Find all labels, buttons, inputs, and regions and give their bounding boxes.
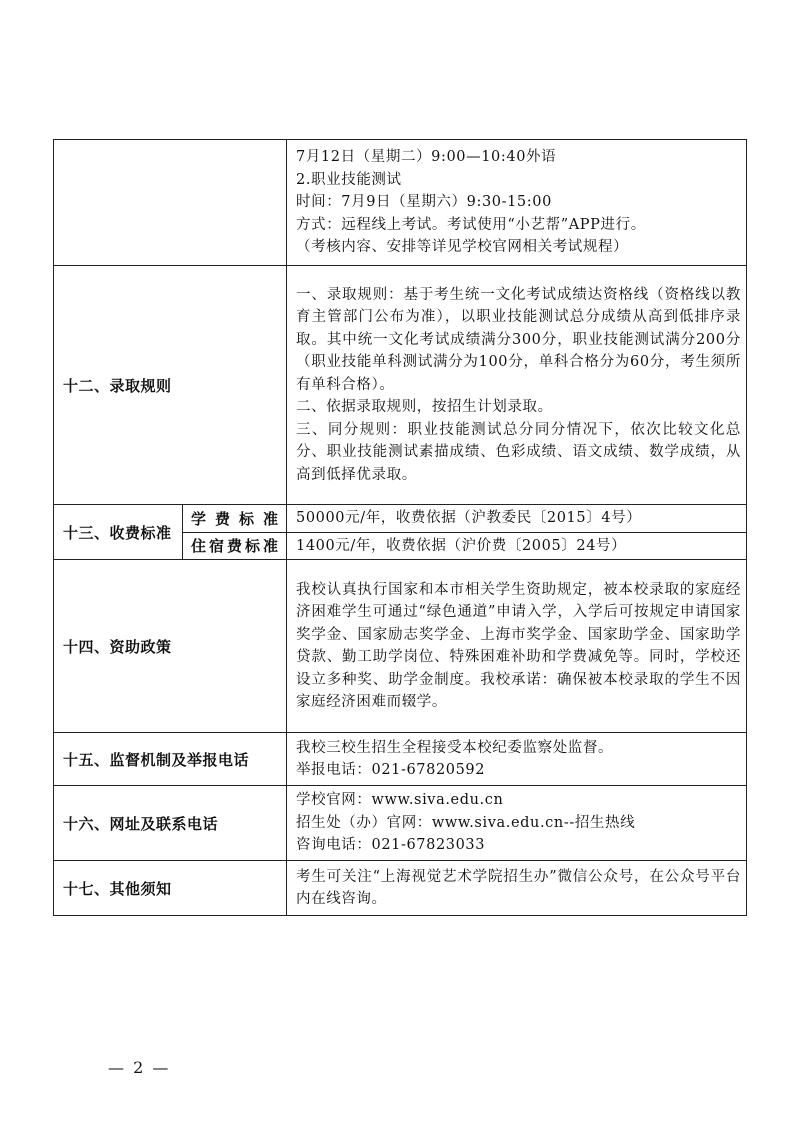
tuition-value: 50000元/年，收费依据（沪教委民〔2015〕4号） bbox=[287, 505, 747, 533]
table-row-other-notes bbox=[54, 861, 747, 916]
contact-line: 咨询电话：021-67823033 bbox=[296, 837, 486, 854]
section-label-supervision: 十五、监督机制及举报电话 bbox=[54, 733, 287, 786]
admission-rule-paragraph: 二、依据录取规则，按招生计划录取。 bbox=[296, 399, 553, 416]
admission-rules-content bbox=[287, 266, 747, 505]
supervision-content bbox=[287, 733, 747, 786]
admissions-info-table bbox=[53, 139, 747, 916]
section-label-fees: 十三、收费标准 bbox=[54, 505, 183, 560]
admission-rule-paragraph: 一、录取规则：基于考生统一文化考试成绩达资格线（资格线以教育主管部门公布为准），以职业技能测试总分成绩从高到低排序录取。其中统一文化考试成绩满分300分，职业技能测试满分200分（职业技能单科测试满分为100分，单科合格分为60分，考生须所有单科合格）。 bbox=[296, 286, 741, 393]
table-row-financial-aid bbox=[54, 560, 747, 733]
exam-schedule-continuation bbox=[287, 140, 747, 266]
accommodation-value: 1400元/年，收费依据（沪价费〔2005〕24号） bbox=[287, 532, 747, 560]
table-row-continuation bbox=[54, 140, 747, 266]
supervision-line: 举报电话：021-67820592 bbox=[296, 762, 486, 778]
table-row-fees bbox=[54, 505, 747, 533]
supervision-line: 我校三校生招生全程接受本校纪委监察处监督。 bbox=[296, 739, 614, 756]
accommodation-label: 住宿费标准 bbox=[183, 532, 287, 560]
contact-line: 招生处（办）官网：www.siva.edu.cn--招生热线 bbox=[296, 814, 636, 831]
section-label-admission-rules: 十二、录取规则 bbox=[54, 266, 287, 505]
admission-rule-paragraph: 三、同分规则：职业技能测试总分同分情况下，依次比较文化总分、职业技能测试素描成绩、色彩成绩、语文成绩、数学成绩，从高到低择优录取。 bbox=[296, 421, 741, 483]
schedule-line: （考核内容、安排等详见学校官网相关考试规程） bbox=[296, 239, 629, 256]
contact-content bbox=[287, 786, 747, 861]
financial-aid-content: 我校认真执行国家和本市相关学生资助规定，被本校录取的家庭经济困难学生可通过“绿色通道”申请入学，入学后可按规定申请国家奖学金、国家励志奖学金、上海市奖学金、国家助学金、国家助学贷款、勤工助学岗位、特殊困难补助和学费减免等。同时，学校还设立多种奖、助学金制度。我校承诺：确保被本校录取的学生不因家庭经济困难而辍学。 bbox=[287, 560, 747, 733]
section-label-financial-aid: 十四、资助政策 bbox=[54, 560, 287, 733]
table-row-supervision bbox=[54, 733, 747, 786]
table-row-contact bbox=[54, 786, 747, 861]
tuition-label: 学费标准 bbox=[183, 505, 287, 533]
section-label-contact: 十六、网址及联系电话 bbox=[54, 786, 287, 861]
label-cell-empty bbox=[54, 140, 287, 266]
schedule-line: 7月12日（星期二）9:00—10:40外语 bbox=[296, 149, 557, 166]
page-number: — 2 — bbox=[108, 1058, 171, 1077]
schedule-line: 2.职业技能测试 bbox=[296, 171, 402, 188]
table-row-admission-rules bbox=[54, 266, 747, 505]
schedule-line: 方式：远程线上考试。考试使用“小艺帮”APP进行。 bbox=[296, 216, 646, 233]
contact-line: 学校官网：www.siva.edu.cn bbox=[296, 792, 504, 809]
other-notes-content: 考生可关注“上海视觉艺术学院招生办”微信公众号，在公众号平台内在线咨询。 bbox=[287, 861, 747, 916]
schedule-line: 时间：7月9日（星期六）9:30-15:00 bbox=[296, 194, 552, 211]
section-label-other-notes: 十七、其他须知 bbox=[54, 861, 287, 916]
